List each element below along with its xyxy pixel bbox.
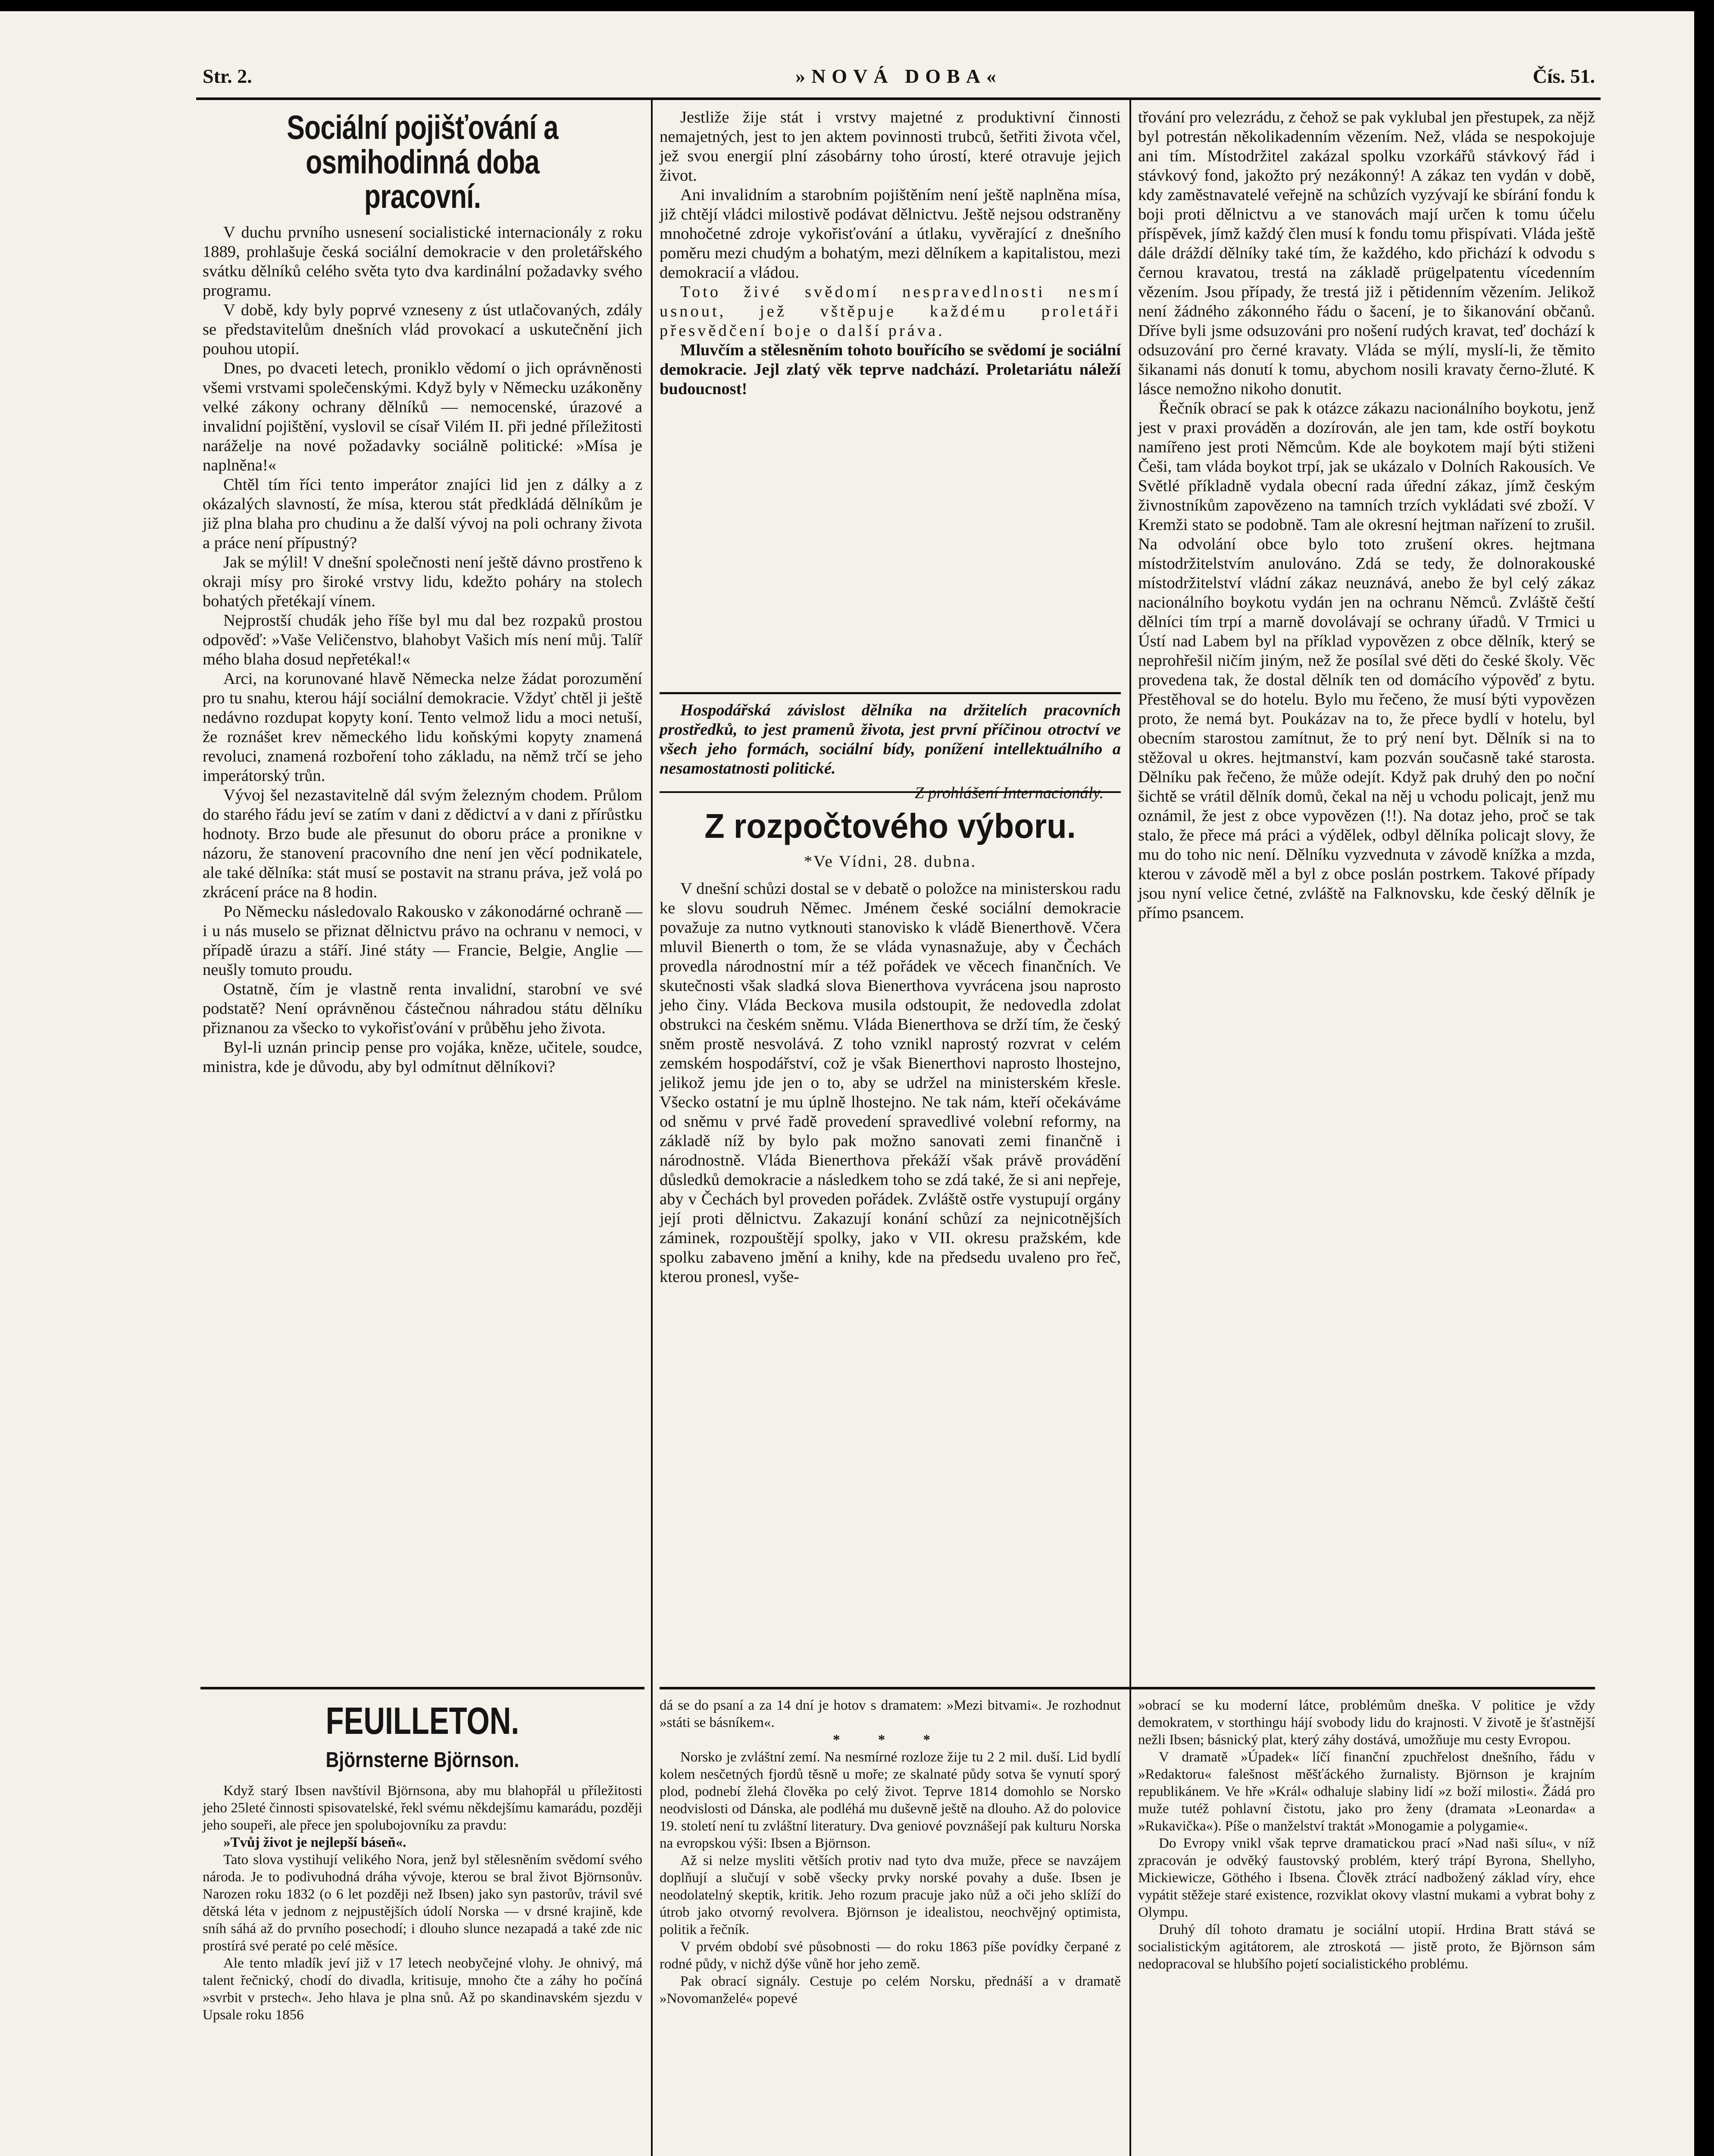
feuilleton-rule-right <box>660 1687 1595 1689</box>
feuilleton-paragraph: Do Evropy vnikl však teprve dramatickou prací »Nad naši sílu«, v níž zpracován je odvěký faustovský problém, který trápí Byrona, Shellyho, Mickiewicze, Göthého i Ibsena. Člověk ztrácí nadbožený základ víry, ehce vypátit stěžeje staré existence, rozviklat okovy vlastní mukami a vybrat bohy z Olympu. <box>1138 1836 1595 1920</box>
feuilleton-paragraph: Až si nelze mysliti větších protiv nad tyto dva muže, přece se navzájem doplňují a slučují v sobě všecky prvky norské povahy a duše. Ibsen je neodolatelný skeptik, kritik. Jeho rozum pracuje jako nůž a oči jeho sklíží do útrob jako otvorný revolvera. Björnson je idealistou, neochvějný optimista, politik a řečník. <box>660 1853 1121 1937</box>
quote-source: Z prohlášení Internacionály. <box>914 784 1104 802</box>
feuilleton-paragraph: »obrací se ku moderní látce, problémům dneška. V politice je vždy demokratem, v storthingu hájí svobody lidu do krajnosti. V životě je šťastnější nežli Ibsen; básnický plat, který záhy dostává, umožňuje mu cesty Evropou. <box>1138 1698 1595 1748</box>
page-header <box>203 65 1595 95</box>
feuilleton-paragraph: Když starý Ibsen navštívil Björnsona, aby mu blahopřál u příležitosti jeho 25leté činnosti spisovatelské, řekl svému někdejšímu kamarádu, později jeho soupeři, ale přece jen spolubojovníku za pravdu: <box>203 1783 642 1833</box>
column-divider-feuilleton-2 <box>1129 1690 1131 2156</box>
article-1-paragraph: Po Německu následovalo Rakousko v zákonodárné ochraně — i u nás muselo se přiznat dělnictvu právo na ochranu v nemoci, v případě úrazu a stáří. Jiné státy — Francie, Belgie, Anglie — neušly tomuto proudu. <box>203 903 642 979</box>
article-1-paragraph: V duchu prvního usnesení socialistické internacionály z roku 1889, prohlašuje česká sociální demokracie v den proletářského svátku dělníků celého světa tyto dva kardinální požadavky svého programu. <box>203 223 642 300</box>
feuilleton-rule-left <box>200 1687 644 1689</box>
internationale-quote <box>660 701 1121 802</box>
article-1-paragraph: Chtěl tím říci tento imperátor znajíci lid jen z dálky a z okázalých slavností, že mísa, kterou stát předkládá dělníkům je již plna blaha pro chudinu a že další vývoj na poli ochrany života a práce není přípustný? <box>203 476 642 552</box>
article-1-paragraph: Toto živé svědomí nespravedlnosti nesmí usnout, jež vštěpuje každému proletáři přesvědčení boje o další práva. <box>660 283 1121 340</box>
feuilleton-paragraph: Druhý díl tohoto dramatu je sociální utopií. Hrdina Bratt stává se socialistickým agitátorem, ale ztroskotá — jistě proto, že Björnson sám nedopracoval se hlubšího pojetí socialistického problému. <box>1138 1922 1595 1972</box>
article-1-title: Sociální pojišťování a osmihodinná doba pracovní. <box>287 108 558 215</box>
feuilleton-paragraph: Norsko je zvláštní zemí. Na nesmírné rozloze žije tu 2 2 mil. duší. Lid bydlí kolem nesčetných fjordů těsně u moře; ze skalnaté půdy sotva še vynutí sporý plod, podnebí žlehá člověka po celý život. Teprve 1814 domohlo se Norsko neodvislosti od Dánska, ale podléhá mu duševně ještě na dlouho. Až do polovice 19. století není tu zvláštní literatury. Dva geniové povznášejí pak kulturu Norska na evropskou výši: Ibsen a Björnson. <box>660 1749 1121 1851</box>
feuilleton-paragraph: V dramatě »Úpadek« líčí finanční zpuchřelost dnešního, řádu v »Redaktoru« falešnost měšťáckého žurnalisty. Björnson je krajním republikánem. Ve hře »Král« odhaluje slabiny lidí »z boží milosti«. Žádá pro muže tutéž pohlavní čistotu, jako pro ženy (dramata »Leonarda« a »Rukavička«). Píše o manželství traktát »Monogamie a polygamie«. <box>1138 1749 1595 1834</box>
feuilleton-paragraph: »Tvůj život je nejlepší báseň«. <box>223 1835 407 1850</box>
feuilleton-paragraph: Pak obrací signály. Cestuje po celém Norsku, přednáší a v dramatě »Novomanželé« popevé <box>660 1974 1121 2006</box>
article-1 <box>203 110 642 1680</box>
feuilleton-paragraph: dá se do psaní a za 14 dní je hotov s dramatem: »Mezi bitvami«. Je rozhodnut »státi se básníkem«. <box>660 1698 1121 1730</box>
scan-edge-top <box>0 0 1714 11</box>
column-divider-1 <box>651 100 653 1790</box>
section-separator: * * * <box>833 1732 948 1748</box>
article-1-paragraph: V době, kdy byly poprvé vzneseny z úst utlačovaných, zdály se představitelům dnešních vlád provokací a uskutečnění jich pouhou utopií. <box>203 301 642 358</box>
feuilleton-subtitle: Björnsterne Björnson. <box>325 1748 519 1772</box>
article-2 <box>660 802 1121 1682</box>
article-1-closing: Mluvčím a stělesněním tohoto bouřícího se svědomí je sociální demokracie. Jejl zlatý věk teprve nadchází. Proletariátu náleží budoucnost! <box>660 341 1121 398</box>
scan-edge-right <box>1694 0 1714 2156</box>
page-number: Str. 2. <box>203 65 252 87</box>
article-1-paragraph: Ani invalidním a starobním pojištěním není ještě naplněna mísa, již chtějí vládci milostivě podávat dělnictvu. Ještě nejsou odstraněny mnohočetné zdroje vykořisťování a útlaku, vyvěrající z dnešního poměru mezi chudým a bohatým, mezi dělníkem a kapitalistou, mezi demokracií a vládou. <box>660 186 1121 282</box>
issue-number: Čís. 51. <box>1533 65 1595 87</box>
quote-text: Hospodářská závislost dělníka na držitelích pracovních prostředků, to jest pramenů života, jest první příčinou otroctví ve všech jeho formách, sociální bídy, ponížení intellektuálního a nesamostatnosti politické. <box>660 701 1121 777</box>
article-2-paragraph: Řečník obrací se pak k otázce zákazu nacionálního boykotu, jenž jest v praxi prováděn a dozírován, ale jen tam, kde ostří boykotu namířeno jest proti Němcům. Kde ale boykotem mají býti stiženi Češi, tam vláda boykot trpí, jak se ukázalo v Dolních Rakousích. Ve Světlé příkladně vydala obecní rada úřední zákaz, jímž českým živnostníkům zapovězeno na tamních trzích vykládati své zboží. V Kremži stato se podobně. Tam ale okresní hejtman nařízení to zrušil. Na odvolání obce bylo toto zrušení okres. hejtmana místodržitelstvím anulováno. Zdá se tedy, že dolnorakouské místodržitelství vládní zákaz neuznává, anebo že byl celý zákaz nacionálního boykotu vydán jen na ochranu Němců. Zvláště čeští dělníci tím trpí a marně dovolávají se ochrany úřadů. V Trmici u Ústí nad Labem byl na příklad vypovězen z obce dělník, který se neprohřešil ničím jiným, než že posílal své děti do české školy. Věc provedena tak, že dostal dělník ten od domácího výpověď z bytu. Přestěhoval se do hotelu. Bylo mu řečeno, že musí býti vypovězen proto, že nemá byt. Poukázav na to, že přece bydlí v hotelu, byl obecním starostou zamítnut, že to prý není byt. Dělník si na to stěžoval u okres. hejtmanství, kam pozván současně také starosta. Dělníku pak řečeno, že může odejít. Když pak druhý den po noční šichtě se vrátil dělník domů, čekal na něj u vchodu policajt, jenž mu oznámil, že jest z obce vypovězen (!!). Na dotaz jeho, proč se tak stalo, že přece má práci a výdělek, odbyl dělníka policajt slovy, že mu do toho nic není. Dělníku vyzvednuta v závodě knížka a mzda, kterou v závodě měl a byl z obce poslán postrkem. Takové případy jsou nyní velice četné, zvláště na Falknovsku, kde český dělník je přímo psancem. <box>1138 399 1595 922</box>
feuilleton-paragraph: Ale tento mladík jeví již v 17 letech neobyčejné vlohy. Je ohnivý, má talent řečnický, chodí do divadla, kritisuje, mnoho čte a záhy ho počíná »svrbit v prstech«. Jeho hlava je plna snů. Až po skandinavském sjezdu v Upsale roku 1856 <box>203 1955 642 2023</box>
article-1-paragraph: Arci, na korunované hlavě Německa nelze žádat porozumění pro tu snahu, kterou hájí sociální demokracie. Vždyť chtěl ji ještě nedávno rozdupat kopyty koní. Tento velmož lidu a moci netuší, že roznášet krev německého lidu koňskými kopyty znamená revoluci, znamená rozboření toho základu, na němž trčí se jeho imperátorský trůn. <box>203 670 642 785</box>
article1-end-rule <box>660 692 1121 694</box>
column-divider-2 <box>1129 100 1131 1790</box>
newspaper-title: »NOVÁ DOBA« <box>795 65 1002 87</box>
article-1-paragraph: Jestliže žije stát i vrstvy majetné z produktivní činnosti nemajetných, jest to jen aktem povinnosti trubců, šetřiti života včel, jež svou energií plní zásobárny toho úrostí, které otravuje jejich život. <box>660 108 1121 185</box>
article-1-continuation <box>660 108 1121 690</box>
feuilleton-column-3 <box>1138 1697 1595 2156</box>
article-1-paragraph: Byl-li uznán princip pense pro vojáka, kněze, učitele, soudce, ministra, kde je důvodu, aby byl odmítnut dělníkovi? <box>203 1038 642 1076</box>
header-rule <box>196 97 1601 100</box>
feuilleton-paragraph: V prvém období své působnosti — do roku 1863 píše povídky čerpané z rodné půdy, v nichž dýše vůně hor jeho země. <box>660 1939 1121 1972</box>
feuilleton-paragraph: Tato slova vystihují velikého Nora, jenž byl stělesněním svědomí svého národa. Je to podivuhodná dráha vývoje, kterou se bral život Björnsonův. Narozen roku 1832 (o 6 let později než Ibsen) jako syn pastorův, trávil své dětská léta v jednom z nejpustějších údolí Norska — v drsné krajině, kde sníh sáhá až do prvního posechodí; i dlouho slunce nezapadá a také zde nic prostírá své peraté po celé měsíce. <box>203 1852 642 1954</box>
article-2-continuation <box>1138 108 1595 1682</box>
article-1-paragraph: Dnes, po dvaceti letech, proniklo vědomí o jich oprávněnosti všemi vrstvami společenskými. Když byly v Německu uzákoněny velké zákony ochrany dělníků — nemocenské, úrazové a invalidní pojištění, vyslovil se císař Vilém II. při jedné příležitosti naráželje na nové požadavky sociálně politické: »Mísa je naplněna!« <box>203 359 642 474</box>
article-2-paragraph: V dnešní schůzi dostal se v debatě o položce na ministerskou radu ke slovu soudruh Němec. Jménem české sociální demokracie považuje za nutno vytknouti stanovisko k vládě Bienerthově. Včera mluvil Bienerth o tom, že se vláda vynasnažuje, aby v Čechách provedla národnostní mír a též pořádek ve věcech finančních. Ve skutečnosti však sladká slova Bienerthova vyvrácena jsou naprosto jeho činy. Vláda Beckova musila odstoupit, že nedovedla zdolat obstrukci na českém sněmu. Vláda Bienerthova se drží tím, že český sněm prostě nesvolává. Z toho vznikl naprostý rozvrat v celém zemském hospodářství, což je však Bienerthovi naprosto lhostejno, jelikož jemu jde jen o to, aby se udržel na ministerském křesle. Všecko ostatní je mu úplně lhostejno. Ne tak nám, kteří očekáváme od sněmu v prvé řadě provedení spravedlivé volební reformy, na základě níž by bylo pak možno sanovati zemi finančně i národnostně. Vláda Bienerthova překáží však právě provádění důsledků demokracie a následkem toho se zdá také, že si ani nepřeje, aby v Čechách byl proveden pořádek. Zvláště ostře vystupují orgány její proti dělnictvu. Zakazují konání schůzí za nejnicotnějších záminek, rozpouštějí spolky, jako v VII. okresu pražském, kde spolku zabaveno jmění a knihy, kde na předsedu uvaleno pro řeč, kterou pronesl, vyše- <box>660 880 1121 1286</box>
article-1-paragraph: Vývoj šel nezastavitelně dál svým železným chodem. Průlom do starého řádu jeví se zatím v dani z dědictví a v dani z přírůstku hodnoty. Brzo bude ale přesunut do oboru práce a pronikne v názoru, že stanovení pracovního dne není jen věcí podnikatele, ale také dělníka: stát musí se postavit na stranu práva, jež volá po zkrácení práce na 8 hodin. <box>203 786 642 901</box>
article-1-paragraph: Ostatně, čím je vlastně renta invalidní, starobní ve své podstatě? Není oprávněnou částečnou náhradou státu dělníku přiznanou za všecko to vykořisťování v průběhu jeho života. <box>203 980 642 1037</box>
article-2-dateline: *Ve Vídni, 28. dubna. <box>804 852 977 871</box>
article-2-paragraph: třování pro velezrádu, z čehož se pak vyklubal jen přestupek, za nějž byl potrestán několikadenním vězením. Než, vláda se nespokojuje ani tím. Místodržitel zakázal spolku vzorkářů stávkový řád i stávkový fond, jakožto prý nezákonný! A zákaz ten vydán v době, kdy zaměstnavatelé veřejně na schůzích vyzývají ke sbírání fondu k boji proti dělnictvu a ve stanovách mají určen k tomu účelu příspěvek, jímž každý člen musí k fondu tomu přispívati. Vláda ještě dále dráždí dělníky také tím, že každého, kdo přichází k odvodu s černou kravatou, trestá na základě prügelpatentu vícedenním vězením. Jsou případy, že trestá již i pětidenním vězením. Jelikož není žádného zákonného řádu o šacení, je to šikanování občanů. Dříve byli jsme odsuzováni pro nošení rudých kravat, teď dochází k odsuzování pro černé kravaty. Vláda se mýlí, myslí-li, že těmito šikanami nás donutí k tomu, abychom nosili kravaty černo-žluté. K lásce nemožno nikoho donutit. <box>1138 108 1595 398</box>
article-2-title: Z rozpočtového výboru. <box>704 807 1076 845</box>
article-1-paragraph: Jak se mýlil! V dnešní společnosti není ještě dávno prostřeno k okraji mísy pro široké vrstvy lidu, kdežto poháry na stolech bohatých přetékají vínem. <box>203 553 642 610</box>
feuilleton-title: FEUILLETON. <box>325 1699 519 1742</box>
column-divider-feuilleton-1 <box>651 1690 653 2156</box>
feuilleton-column-1 <box>203 1701 642 2156</box>
feuilleton-column-2 <box>660 1697 1121 2156</box>
article-1-paragraph: Nejprostší chudák jeho říše byl mu dal bez rozpaků prostou odpověď: »Vaše Veličenstvo, blahobyt Vašich mís není můj. Talíř mého blaha dosud nepřetékal!« <box>203 611 642 668</box>
